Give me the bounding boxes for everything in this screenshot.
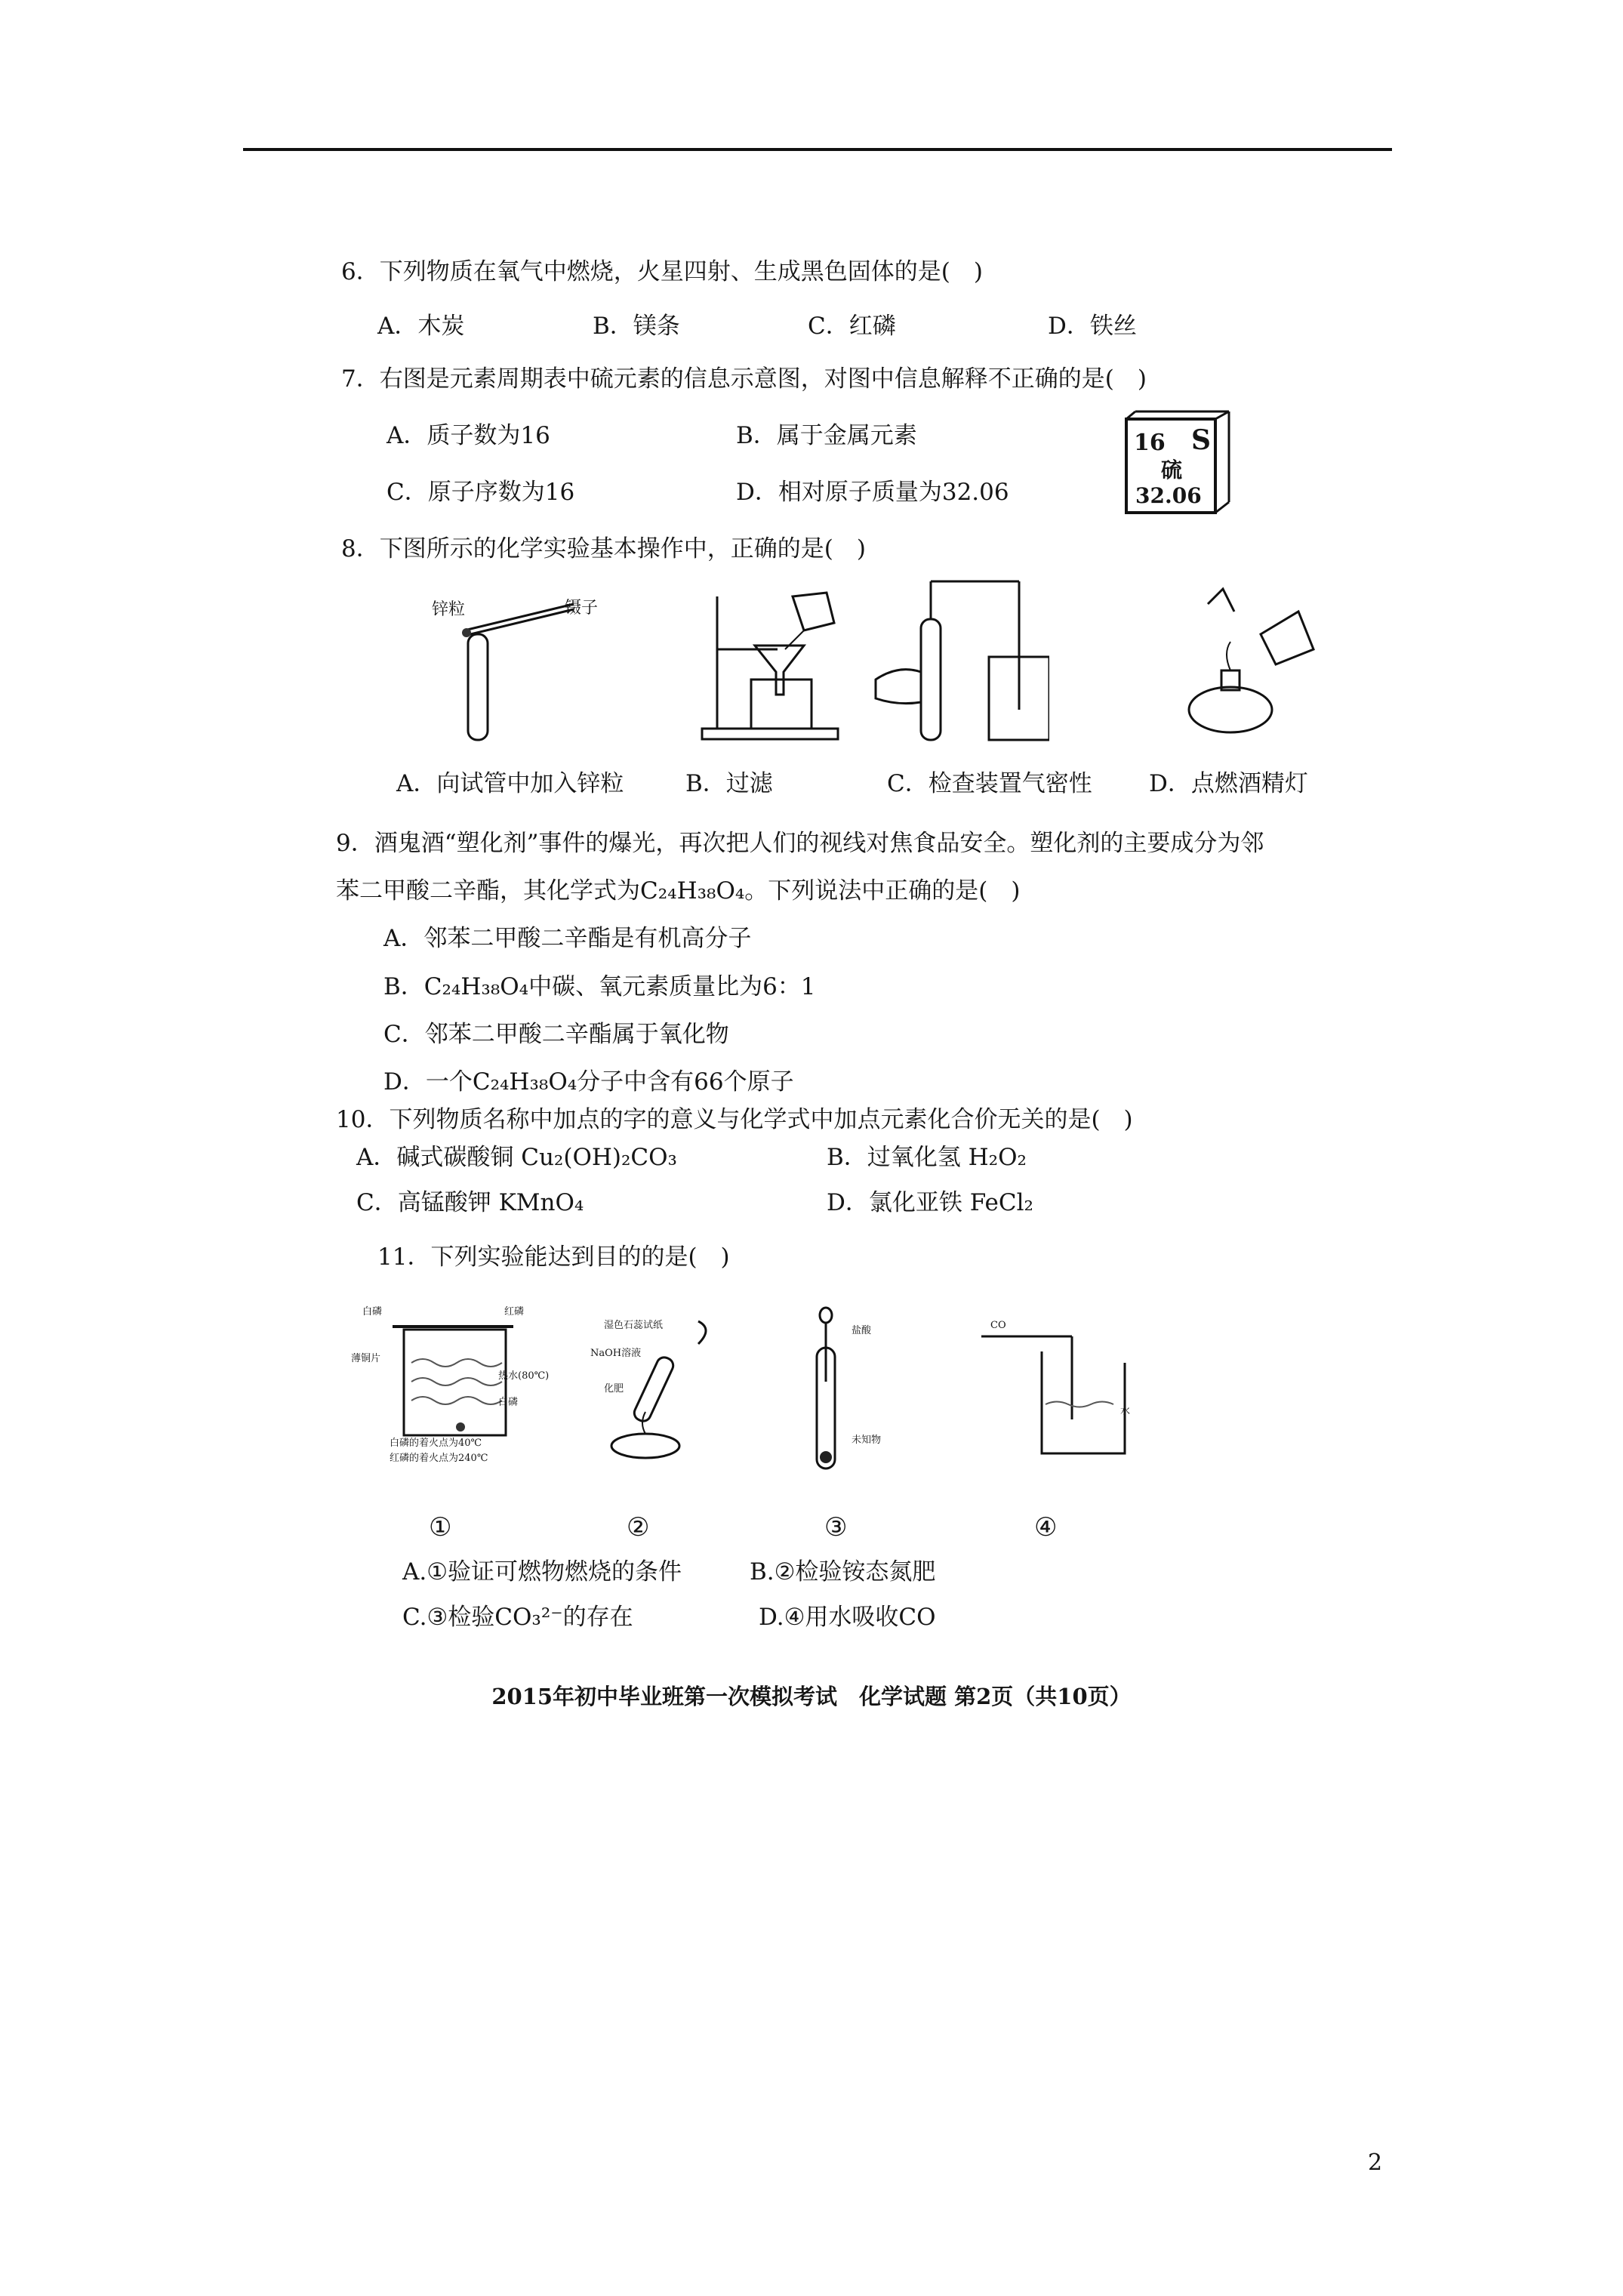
- q7-option-d: D．相对原子质量为32.06: [736, 479, 1009, 506]
- q11-option-c: C.③检验CO₃²⁻的存在: [402, 1604, 633, 1631]
- q7-option-c: C．原子序数为16: [387, 479, 575, 506]
- q6-option-a: A．木炭: [377, 313, 465, 340]
- element-card: [1125, 410, 1232, 516]
- fig-number-3: ③: [824, 1512, 848, 1542]
- element-number: 16: [1134, 430, 1166, 456]
- fig2-label-naoh: NaOH溶液: [590, 1348, 642, 1359]
- page-number: 2: [1368, 2150, 1383, 2176]
- fig4-label-water: 水: [1120, 1406, 1131, 1417]
- element-mass: 32.06: [1135, 483, 1202, 508]
- q6-option-c: C．红磷: [808, 313, 896, 340]
- q11-option-b: B.②检验铵态氮肥: [750, 1558, 936, 1586]
- fig1-label-white-p-top: 白磷: [362, 1306, 383, 1318]
- q9-stem-line2: 苯二甲酸二辛酯，其化学式为C₂₄H₃₈O₄。下列说法中正确的是( ): [336, 877, 1021, 905]
- q9-option-d: D．一个C₂₄H₃₈O₄分子中含有66个原子: [383, 1068, 794, 1096]
- fig1-label-hot-water: 热水(80℃): [498, 1370, 550, 1382]
- q10-option-b: B．过氧化氢 H₂O₂: [827, 1144, 1027, 1171]
- q8-stem: 8．下图所示的化学实验基本操作中，正确的是( ): [341, 535, 866, 562]
- q8-caption-a: A．向试管中加入锌粒: [396, 770, 624, 797]
- fig-number-1: ①: [429, 1512, 452, 1542]
- fig1-note-white: 白磷的着火点为40℃: [390, 1438, 482, 1449]
- element-name: 硫: [1161, 458, 1183, 482]
- q8-caption-b: B．过滤: [685, 770, 773, 797]
- fig4-label-co: CO: [990, 1320, 1006, 1331]
- q10-option-d: D．氯化亚铁 FeCl₂: [827, 1189, 1033, 1216]
- label-tweezers: 镊子: [565, 599, 599, 618]
- fig1-label-copper-sheet: 薄铜片: [351, 1353, 381, 1364]
- filtration-figure: [679, 581, 861, 755]
- q9-option-a: A．邻苯二甲酸二辛酯是有机高分子: [383, 925, 752, 952]
- label-zinc: 锌粒: [432, 600, 466, 619]
- fig2-label-litmus: 湿色石蕊试纸: [604, 1320, 664, 1331]
- fig-number-2: ②: [627, 1512, 650, 1542]
- q11-option-a: A.①验证可燃物燃烧的条件: [402, 1558, 682, 1586]
- element-symbol: S: [1191, 424, 1211, 456]
- q8-caption-c: C．检查装置气密性: [887, 770, 1092, 797]
- fig1-label-white-p-bottom: 白磷: [498, 1397, 519, 1408]
- q10-stem: 10．下列物质名称中加点的字的意义与化学式中加点元素化合价无关的是( ): [336, 1106, 1133, 1133]
- q7-stem: 7．右图是元素周期表中硫元素的信息示意图，对图中信息解释不正确的是( ): [341, 365, 1147, 393]
- q7-option-a: A．质子数为16: [387, 422, 550, 449]
- q9-option-c: C．邻苯二甲酸二辛酯属于氧化物: [383, 1021, 729, 1048]
- page-footer: 2015年初中毕业班第一次模拟考试 化学试题 第2页（共10页）: [491, 1684, 1132, 1709]
- fig3-label-acid: 盐酸: [852, 1325, 872, 1336]
- fig4-co-absorption: [974, 1310, 1140, 1461]
- airtightness-figure: [868, 574, 1049, 747]
- alcohol-lamp-figure: [1178, 581, 1329, 747]
- fig2-label-fertilizer: 化肥: [604, 1383, 624, 1395]
- q8-caption-d: D．点燃酒精灯: [1149, 770, 1308, 797]
- q7-option-b: B．属于金属元素: [736, 422, 917, 449]
- fig1-note-red: 红磷的着火点为240℃: [390, 1453, 488, 1464]
- fig3-label-unknown: 未知物: [852, 1435, 882, 1446]
- q6-option-b: B．镁条: [593, 313, 680, 340]
- q6-option-d: D．铁丝: [1048, 313, 1137, 340]
- q9-stem-line1: 9．酒鬼酒“塑化剂”事件的爆光，再次把人们的视线对焦食品安全。塑化剂的主要成分为邻: [336, 830, 1264, 857]
- q10-option-a: A．碱式碳酸铜 Cu₂(OH)₂CO₃: [356, 1144, 677, 1171]
- q11-option-d: D.④用水吸收CO: [759, 1604, 936, 1631]
- fig1-label-red-p: 红磷: [504, 1306, 525, 1318]
- q9-option-b: B．C₂₄H₃₈O₄中碳、氧元素质量比为6：1: [383, 973, 816, 1000]
- fig-number-4: ④: [1034, 1512, 1058, 1542]
- q10-option-c: C．高锰酸钾 KMnO₄: [356, 1189, 584, 1216]
- q6-stem: 6．下列物质在氧气中燃烧，火星四射、生成黑色固体的是( ): [341, 258, 983, 285]
- q11-stem: 11．下列实验能达到目的的是( ): [377, 1244, 730, 1271]
- header-rule: [243, 148, 1392, 151]
